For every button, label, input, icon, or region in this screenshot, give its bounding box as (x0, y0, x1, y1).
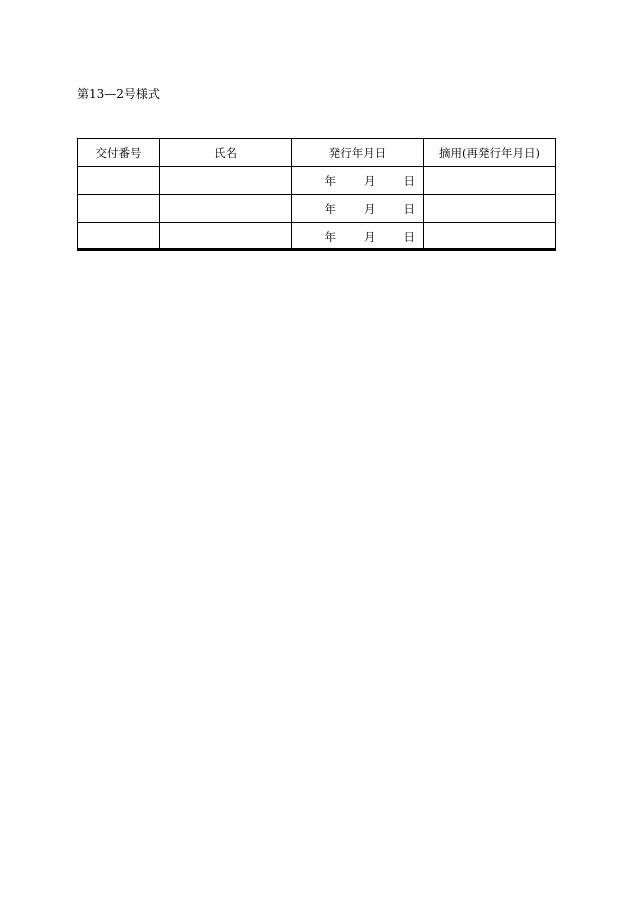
day-label: 日 (403, 201, 415, 216)
form-title: 第13—2号様式 (77, 87, 160, 101)
name-cell[interactable] (160, 167, 292, 195)
name-cell[interactable] (160, 195, 292, 223)
remarks-cell[interactable] (424, 167, 556, 195)
month-label: 月 (364, 201, 376, 216)
header-remarks: 摘用(再発行年月日) (424, 139, 556, 167)
year-label: 年 (324, 173, 336, 188)
table-row (78, 167, 556, 195)
header-row (78, 139, 556, 167)
issuance-register-table (77, 138, 556, 251)
table-row (78, 195, 556, 223)
issue-number-cell[interactable] (78, 223, 160, 251)
header-name (160, 139, 292, 167)
month-label: 月 (364, 173, 376, 188)
table-bottom-rule (77, 248, 555, 251)
issue-date-cell[interactable] (292, 223, 424, 251)
header-name-part2: 名 (225, 145, 237, 160)
month-label: 月 (364, 229, 376, 244)
year-label: 年 (324, 229, 336, 244)
issue-number-cell[interactable] (78, 195, 160, 223)
remarks-cell[interactable] (424, 195, 556, 223)
remarks-cell[interactable] (424, 223, 556, 251)
header-issue-date: 発行年月日 (292, 139, 424, 167)
name-cell[interactable] (160, 223, 292, 251)
issue-date-cell[interactable] (292, 167, 424, 195)
header-issue-number: 交付番号 (78, 139, 160, 167)
table-row (78, 223, 556, 251)
header-name-part1: 氏 (214, 145, 226, 160)
year-label: 年 (324, 201, 336, 216)
day-label: 日 (403, 229, 415, 244)
issue-number-cell[interactable] (78, 167, 160, 195)
day-label: 日 (403, 173, 415, 188)
issue-date-cell[interactable] (292, 195, 424, 223)
